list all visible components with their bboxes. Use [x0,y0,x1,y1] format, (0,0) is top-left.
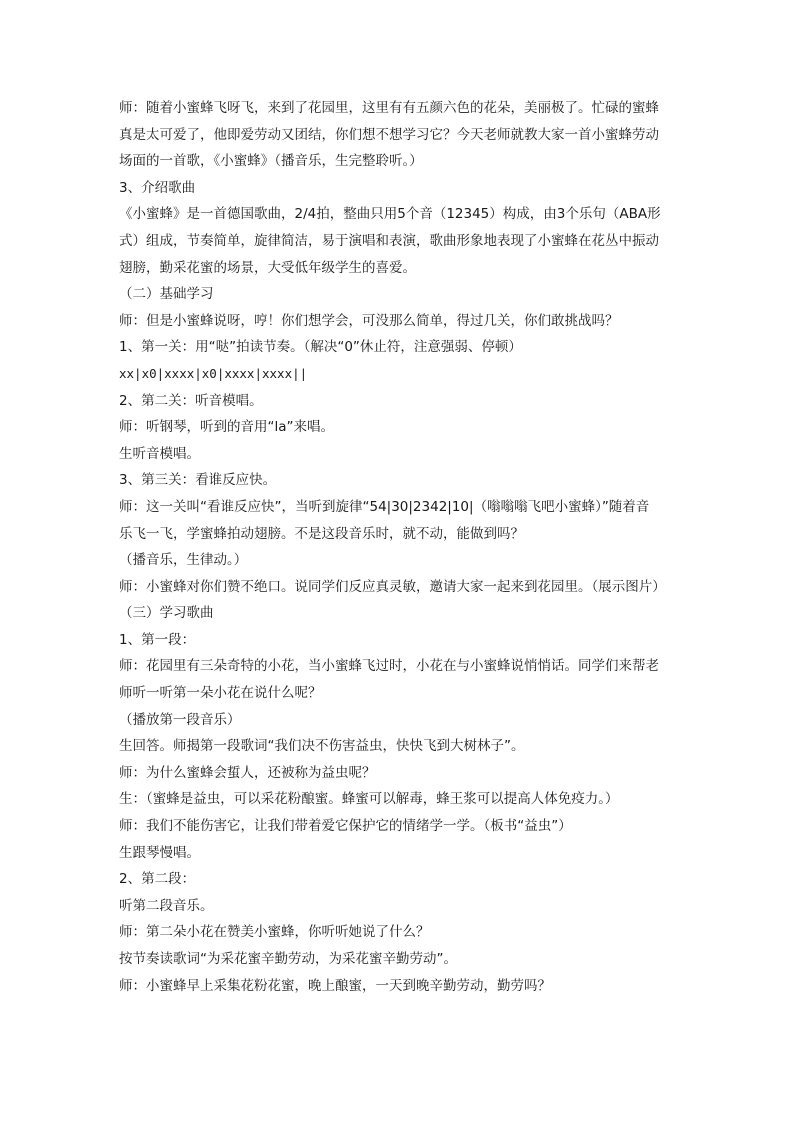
paragraph-line: 师：花园里有三朵奇特的小花，当小蜜蜂飞过时，小花在与小蜜蜂说悄悄话。同学们来帮老 [119,658,659,675]
paragraph-line: （播放第一段音乐） [119,711,241,728]
paragraph-line: 生：（蜜蜂是益虫，可以采花粉酿蜜。蜂蜜可以解毒，蜂王浆可以提高人体免疫力。） [119,791,619,808]
section-heading: 1、第一段： [119,631,196,648]
paragraph-line: 场面的一首歌，《小蜜蜂》（播音乐，生完整聆听。） [119,153,423,170]
paragraph-line: 师：第二朵小花在赞美小蜜蜂，你听听她说了什么？ [119,924,430,941]
paragraph-line: 师：小蜜蜂对你们赞不绝口。说同学们反应真灵敏，邀请大家一起来到花园里。（展示图片） [119,578,666,595]
paragraph-line: 师听一听第一朵小花在说什么呢？ [119,685,322,702]
paragraph-line: 真是太可爱了，他即爱劳动又团结，你们想不想学习它？今天老师就教大家一首小蜜蜂劳动 [119,126,659,143]
document-body [119,95,677,999]
paragraph-line: 生跟琴慢唱。 [119,844,200,861]
section-heading: 3、第三关：看谁反应快。 [119,472,277,489]
paragraph-line: 师：为什么蜜蜂会蜇人，还被称为益虫呢？ [119,764,376,781]
paragraph-line: 生听音模唱。 [119,445,200,462]
paragraph-line: 按节奏读歌词“为采花蜜辛勤劳动，为采花蜜辛勤劳动”。 [119,951,457,967]
paragraph-line: 乐飞一飞，学蜜蜂拍动翅膀。不是这段音乐时，就不动，能做到吗？ [119,525,524,542]
section-heading: （三）学习歌曲 [119,605,214,622]
paragraph-line: 师：随着小蜜蜂飞呀飞，来到了花园里，这里有有五颜六色的花朵，美丽极了。忙碌的蜜蜂 [119,100,659,116]
paragraph-line: 听第二段音乐。 [119,897,214,914]
paragraph-line: 《小蜜蜂》是一首德国歌曲，2/4拍，整曲只用5个音（12345）构成，由3个乐句（ABA形 [119,206,661,223]
paragraph-line: （播音乐，生律动。） [119,552,248,569]
paragraph-line: 师：但是小蜜蜂说呀，哼！你们想学会，可没那么简单，得过几关，你们敢挑战吗？ [119,312,619,329]
section-heading: 2、第二关：听音模唱。 [119,392,263,409]
section-heading: 2、第二段： [119,871,196,888]
paragraph-line: 师：这一关叫“看谁反应快”，当听到旋律“54|30|2342|10|（嗡嗡嗡飞吧小蜜蜂）”随着音 [119,498,650,515]
paragraph-line: 师：小蜜蜂早上采集花粉花蜜，晚上酿蜜，一天到晚辛勤劳动，勤劳吗？ [119,977,551,994]
section-heading: 3、介绍歌曲 [119,179,196,196]
section-heading: （二）基础学习 [119,286,214,303]
paragraph-line: 师：我们不能伤害它，让我们带着爱它保护它的情绪学一学。（板书“益虫”） [119,818,572,835]
paragraph-line: 生回答。师揭第一段歌词“我们决不伤害益虫，快快飞到大树林子”。 [119,738,525,755]
rhythm-notation: xx|x0|xxxx|x0|xxxx|xxxx|| [119,365,308,381]
paragraph-line: 式）组成，节奏简单，旋律简洁，易于演唱和表演，歌曲形象地表现了小蜜蜂在花丛中振动 [119,232,659,249]
section-heading: 1、第一关：用“哒”拍读节奏。（解决“0”休止符，注意强弱、停顿） [119,339,522,356]
paragraph-line: 翅膀，勤采花蜜的场景，大受低年级学生的喜爱。 [119,259,416,276]
paragraph-line: 师：听钢琴，听到的音用“la”来唱。 [119,419,335,436]
